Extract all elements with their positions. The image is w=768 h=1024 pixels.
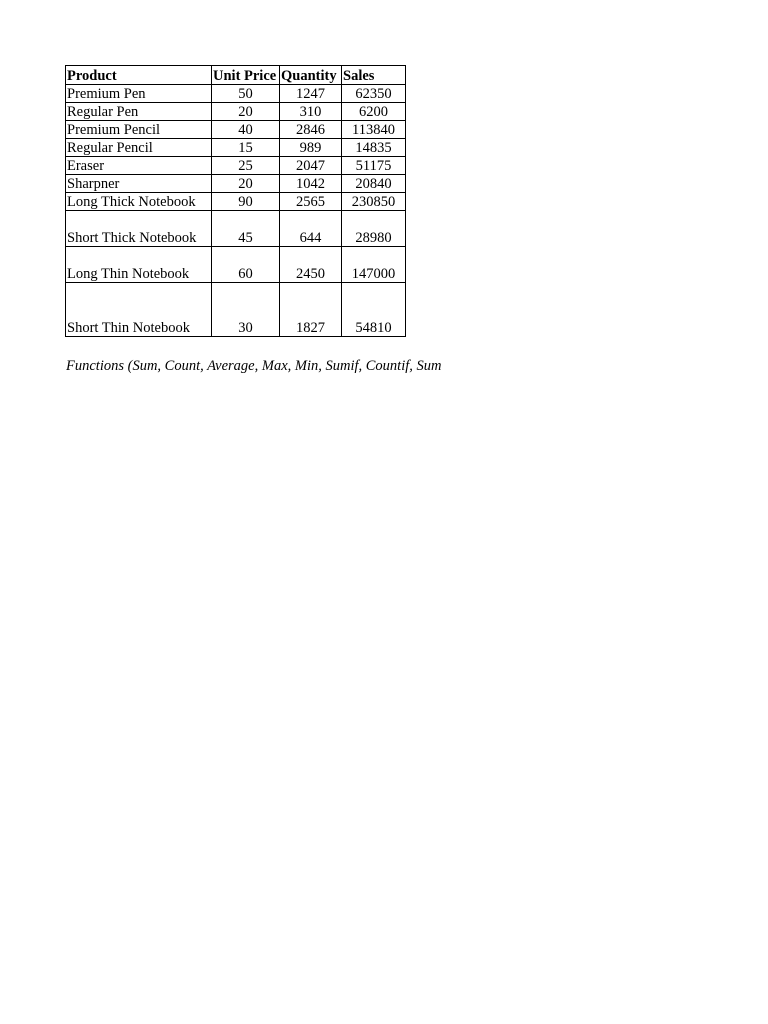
sales-cell[interactable]: 62350 <box>342 85 406 103</box>
unit-price-cell[interactable]: 15 <box>212 139 280 157</box>
quantity-cell[interactable]: 1827 <box>280 283 342 337</box>
sales-cell[interactable]: 230850 <box>342 193 406 211</box>
unit-price-cell[interactable]: 60 <box>212 247 280 283</box>
table-row <box>66 193 406 211</box>
product-cell[interactable]: Short Thin Notebook <box>66 283 212 337</box>
header-row <box>66 66 406 85</box>
functions-caption: Functions (Sum, Count, Average, Max, Min, Sumif, Countif, Sum <box>66 358 442 374</box>
sales-cell[interactable]: 20840 <box>342 175 406 193</box>
sales-cell[interactable]: 28980 <box>342 211 406 247</box>
product-cell[interactable]: Regular Pen <box>66 103 212 121</box>
table-row <box>66 157 406 175</box>
unit-price-cell[interactable]: 20 <box>212 175 280 193</box>
product-cell[interactable]: Eraser <box>66 157 212 175</box>
table-row <box>66 247 406 283</box>
quantity-cell[interactable]: 989 <box>280 139 342 157</box>
product-cell[interactable]: Long Thick Notebook <box>66 193 212 211</box>
table-row <box>66 103 406 121</box>
sales-cell[interactable]: 113840 <box>342 121 406 139</box>
header-unit-price[interactable]: Unit Price <box>212 66 280 85</box>
unit-price-cell[interactable]: 45 <box>212 211 280 247</box>
product-cell[interactable]: Sharpner <box>66 175 212 193</box>
table-row <box>66 85 406 103</box>
unit-price-cell[interactable]: 30 <box>212 283 280 337</box>
sales-cell[interactable]: 51175 <box>342 157 406 175</box>
sales-cell[interactable]: 54810 <box>342 283 406 337</box>
sales-cell[interactable]: 6200 <box>342 103 406 121</box>
header-sales[interactable]: Sales <box>342 66 406 85</box>
header-product[interactable]: Product <box>66 66 212 85</box>
unit-price-cell[interactable]: 50 <box>212 85 280 103</box>
sales-cell[interactable]: 147000 <box>342 247 406 283</box>
product-cell[interactable]: Regular Pencil <box>66 139 212 157</box>
quantity-cell[interactable]: 1247 <box>280 85 342 103</box>
table-row <box>66 283 406 337</box>
quantity-cell[interactable]: 310 <box>280 103 342 121</box>
quantity-cell[interactable]: 2047 <box>280 157 342 175</box>
unit-price-cell[interactable]: 40 <box>212 121 280 139</box>
table-row <box>66 175 406 193</box>
product-cell[interactable]: Short Thick Notebook <box>66 211 212 247</box>
table-row <box>66 139 406 157</box>
product-cell[interactable]: Long Thin Notebook <box>66 247 212 283</box>
product-cell[interactable]: Premium Pencil <box>66 121 212 139</box>
sales-table <box>65 65 406 337</box>
unit-price-cell[interactable]: 20 <box>212 103 280 121</box>
quantity-cell[interactable]: 2565 <box>280 193 342 211</box>
quantity-cell[interactable]: 2846 <box>280 121 342 139</box>
table-row <box>66 211 406 247</box>
quantity-cell[interactable]: 1042 <box>280 175 342 193</box>
unit-price-cell[interactable]: 25 <box>212 157 280 175</box>
sales-cell[interactable]: 14835 <box>342 139 406 157</box>
unit-price-cell[interactable]: 90 <box>212 193 280 211</box>
header-quantity[interactable]: Quantity <box>280 66 342 85</box>
table-row <box>66 121 406 139</box>
quantity-cell[interactable]: 2450 <box>280 247 342 283</box>
product-cell[interactable]: Premium Pen <box>66 85 212 103</box>
quantity-cell[interactable]: 644 <box>280 211 342 247</box>
